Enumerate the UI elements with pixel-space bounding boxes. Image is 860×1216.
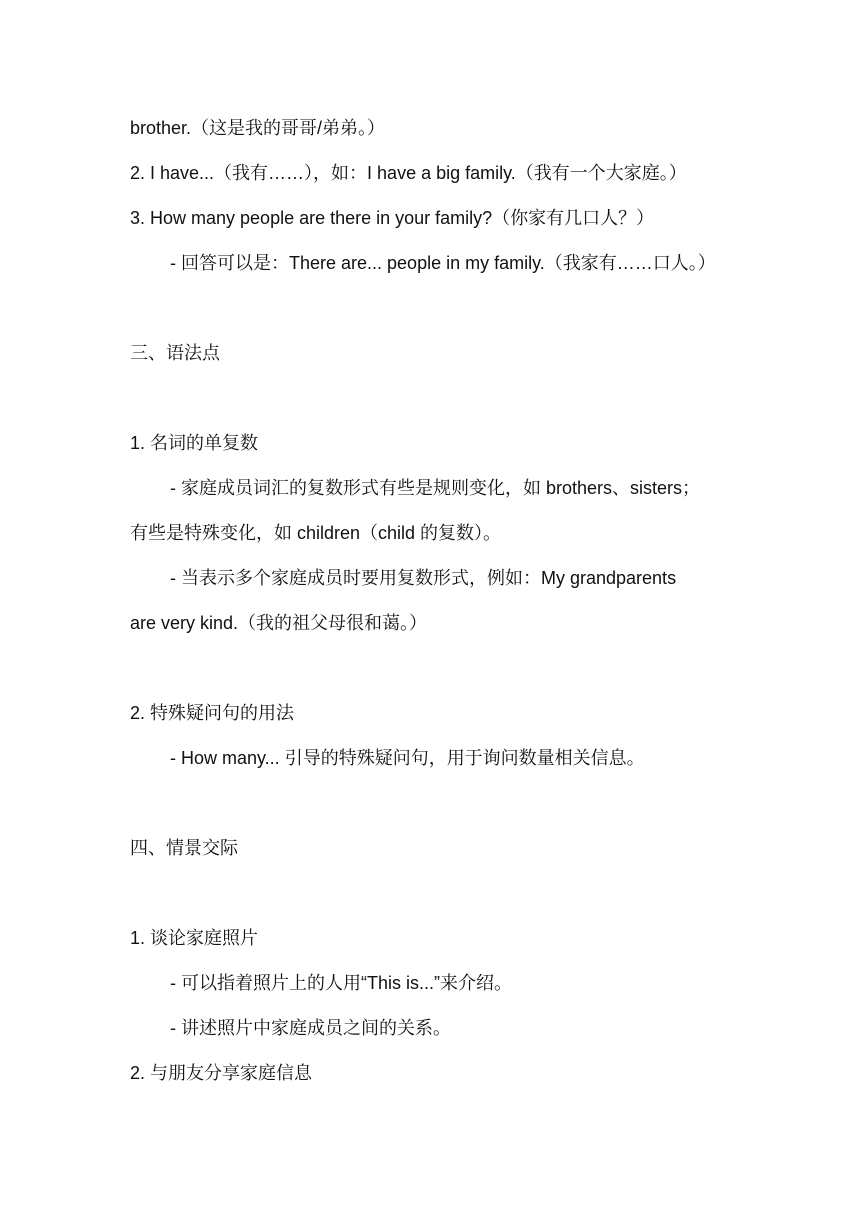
text-line-this-is: - 可以指着照片上的人用“This is...”来介绍。 <box>170 973 512 993</box>
subheading-share-info: 2. 与朋友分享家庭信息 <box>130 1063 313 1083</box>
text-line-how-many-people: 3. How many people are there in your family?（你家有几口人？） <box>130 208 655 228</box>
text-line-example: are very kind.（我的祖父母很和蔼。） <box>130 613 428 633</box>
text-line-plural-rule: - 家庭成员词汇的复数形式有些是规则变化，如 brothers、sisters； <box>170 478 701 498</box>
text-line-how-many: - How many... 引导的特殊疑问句，用于询问数量相关信息。 <box>170 748 645 768</box>
text-line-plural-usage: - 当表示多个家庭成员时要用复数形式，例如：My grandparents <box>170 568 677 588</box>
subheading-questions: 2. 特殊疑问句的用法 <box>130 703 295 723</box>
text-line-brother: brother.（这是我的哥哥/弟弟。） <box>130 118 386 138</box>
text-line-i-have: 2. I have...（我有……），如：I have a big family.（我有一个大家庭。） <box>130 163 687 183</box>
text-line-plural-special: 有些是特殊变化，如 children（child 的复数）。 <box>130 523 502 543</box>
subheading-nouns: 1. 名词的单复数 <box>130 433 259 453</box>
text-line-relationships: - 讲述照片中家庭成员之间的关系。 <box>170 1018 451 1038</box>
section-heading-grammar: 三、语法点 <box>130 343 220 363</box>
subheading-family-photo: 1. 谈论家庭照片 <box>130 928 259 948</box>
text-line-answer: - 回答可以是：There are... people in my family.（我家有……口人。） <box>170 253 716 273</box>
section-heading-situations: 四、情景交际 <box>130 838 238 858</box>
